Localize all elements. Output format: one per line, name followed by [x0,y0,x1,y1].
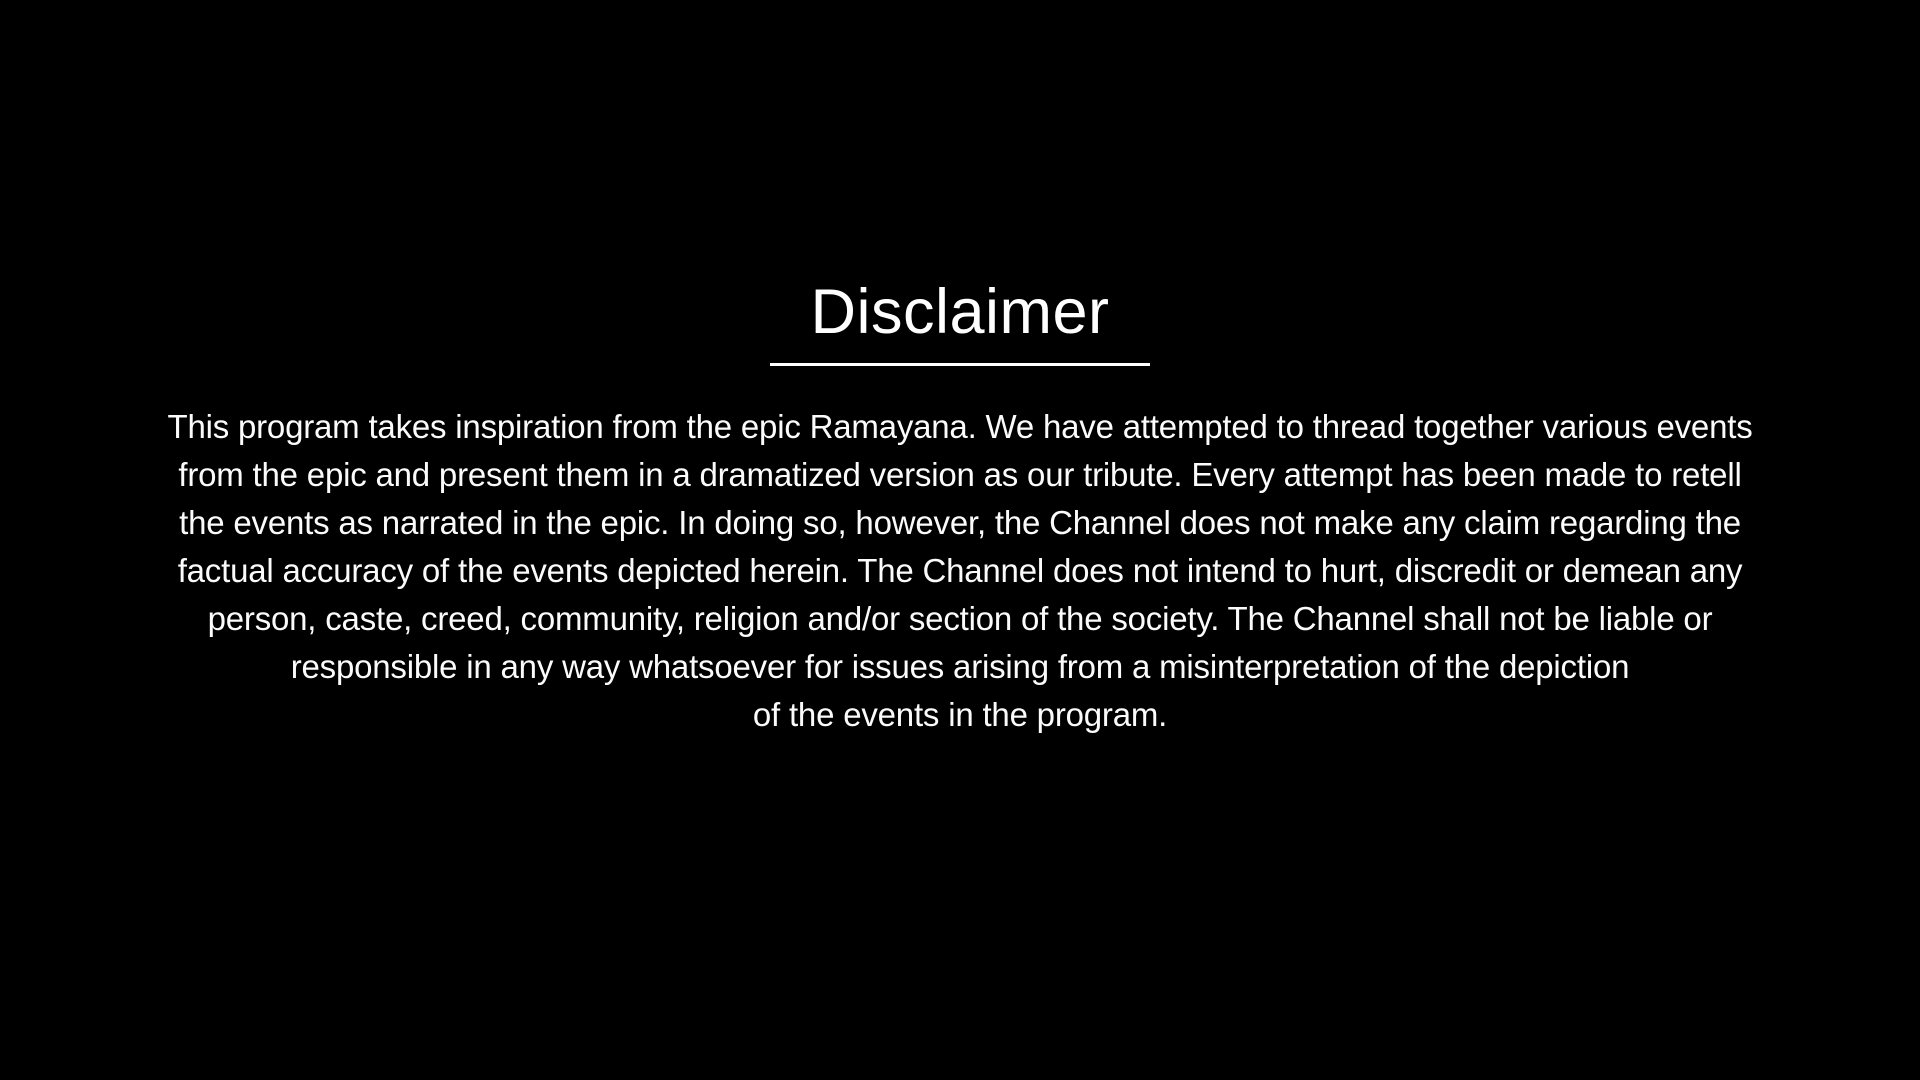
disclaimer-line: the events as narrated in the epic. In doing so, however, the Channel does not make any claim regarding the [179,504,1741,541]
title-underline-rule [770,363,1150,366]
disclaimer-line: of the events in the program. [752,696,1168,733]
disclaimer-line: factual accuracy of the events depicted herein. The Channel does not intend to hurt, discredit or demean any [177,552,1743,589]
disclaimer-line: person, caste, creed, community, religion and/or section of the society. The Channel shall not be liable or [207,600,1713,637]
disclaimer-title: Disclaimer [810,277,1110,347]
disclaimer-text [0,403,1920,739]
disclaimer-line: from the epic and present them in a dramatized version as our tribute. Every attempt has been made to retell [178,456,1742,493]
disclaimer-line: responsible in any way whatsoever for issues arising from a misinterpretation of the depiction [290,648,1630,685]
disclaimer-line: This program takes inspiration from the epic Ramayana. We have attempted to thread together various events [167,408,1753,445]
